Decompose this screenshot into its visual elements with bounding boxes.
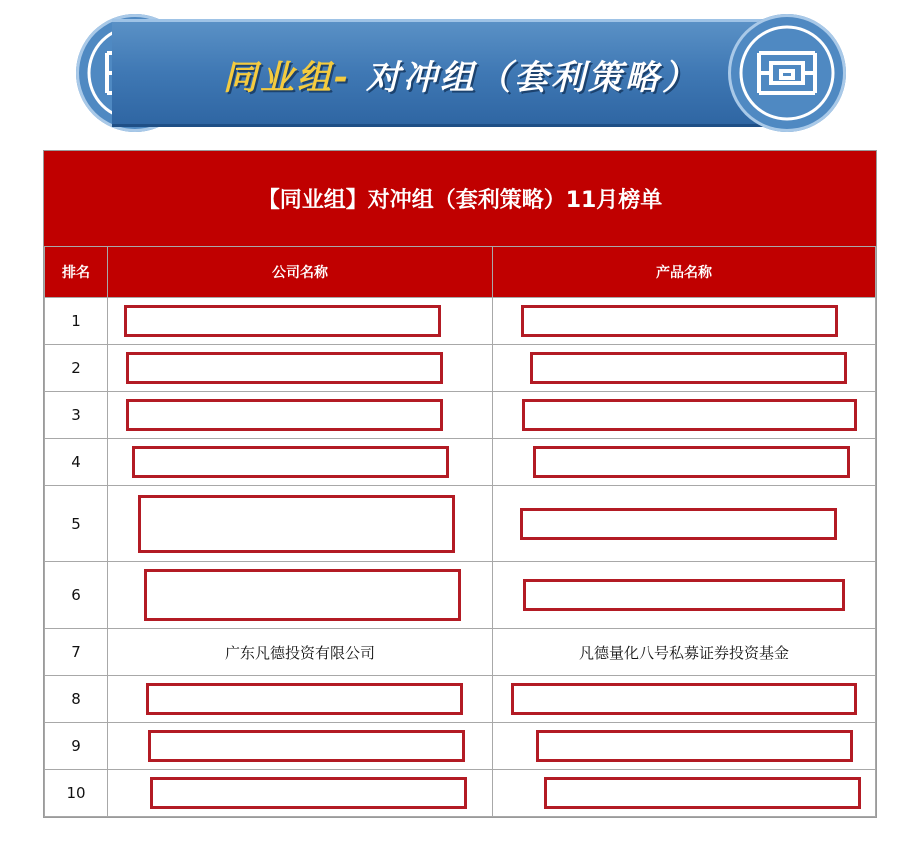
rank-cell: 5 [45,486,108,562]
redaction-box [126,399,443,431]
company-cell [108,562,493,629]
banner-title-main: 对冲组（套利策略） [365,58,699,98]
column-header-product: 产品名称 [493,247,876,298]
redaction-box [522,399,857,431]
redaction-box [132,446,449,478]
redaction-box [530,352,847,384]
redaction-box [511,683,857,715]
table-row [45,562,876,629]
table-row [45,723,876,770]
rank-cell: 9 [45,723,108,770]
table-row [45,676,876,723]
product-cell [493,770,876,817]
table-row [45,392,876,439]
product-cell [493,562,876,629]
column-header-row [45,247,876,298]
redaction-box [124,305,441,337]
redaction-box [520,508,837,540]
rank-cell: 6 [45,562,108,629]
table-title: 【同业组】对冲组（套利策略）11月榜单 [44,151,876,246]
redaction-box [148,730,465,762]
company-cell [108,298,493,345]
company-cell [108,770,493,817]
rank-cell: 1 [45,298,108,345]
company-cell: 广东凡德投资有限公司 [108,629,493,676]
redaction-box [536,730,853,762]
company-cell [108,676,493,723]
table-row [45,770,876,817]
product-cell [493,392,876,439]
company-cell [108,439,493,486]
banner-title-prefix: 同业组- [223,58,352,98]
table-row [45,486,876,562]
product-cell [493,723,876,770]
rank-cell: 2 [45,345,108,392]
redaction-box [138,495,455,553]
rank-cell: 3 [45,392,108,439]
product-cell [493,345,876,392]
rank-cell: 4 [45,439,108,486]
company-cell [108,723,493,770]
company-cell [108,345,493,392]
company-cell [108,486,493,562]
rank-cell: 10 [45,770,108,817]
redaction-box [533,446,850,478]
title-banner [76,14,846,132]
redaction-box [150,777,467,809]
banner-title [76,50,846,99]
product-cell [493,439,876,486]
redaction-box [544,777,861,809]
product-cell [493,486,876,562]
redaction-box [523,579,845,611]
redaction-box [144,569,461,621]
redaction-box [146,683,463,715]
product-cell [493,298,876,345]
ranking-table [43,150,877,818]
redaction-box [126,352,443,384]
table-row [45,439,876,486]
column-header-company: 公司名称 [108,247,493,298]
rank-cell: 8 [45,676,108,723]
table-row [45,345,876,392]
column-header-rank: 排名 [45,247,108,298]
table-row [45,298,876,345]
redaction-box [521,305,838,337]
product-cell: 凡德量化八号私募证券投资基金 [493,629,876,676]
product-cell [493,676,876,723]
rank-cell: 7 [45,629,108,676]
company-cell [108,392,493,439]
table-row [45,629,876,676]
